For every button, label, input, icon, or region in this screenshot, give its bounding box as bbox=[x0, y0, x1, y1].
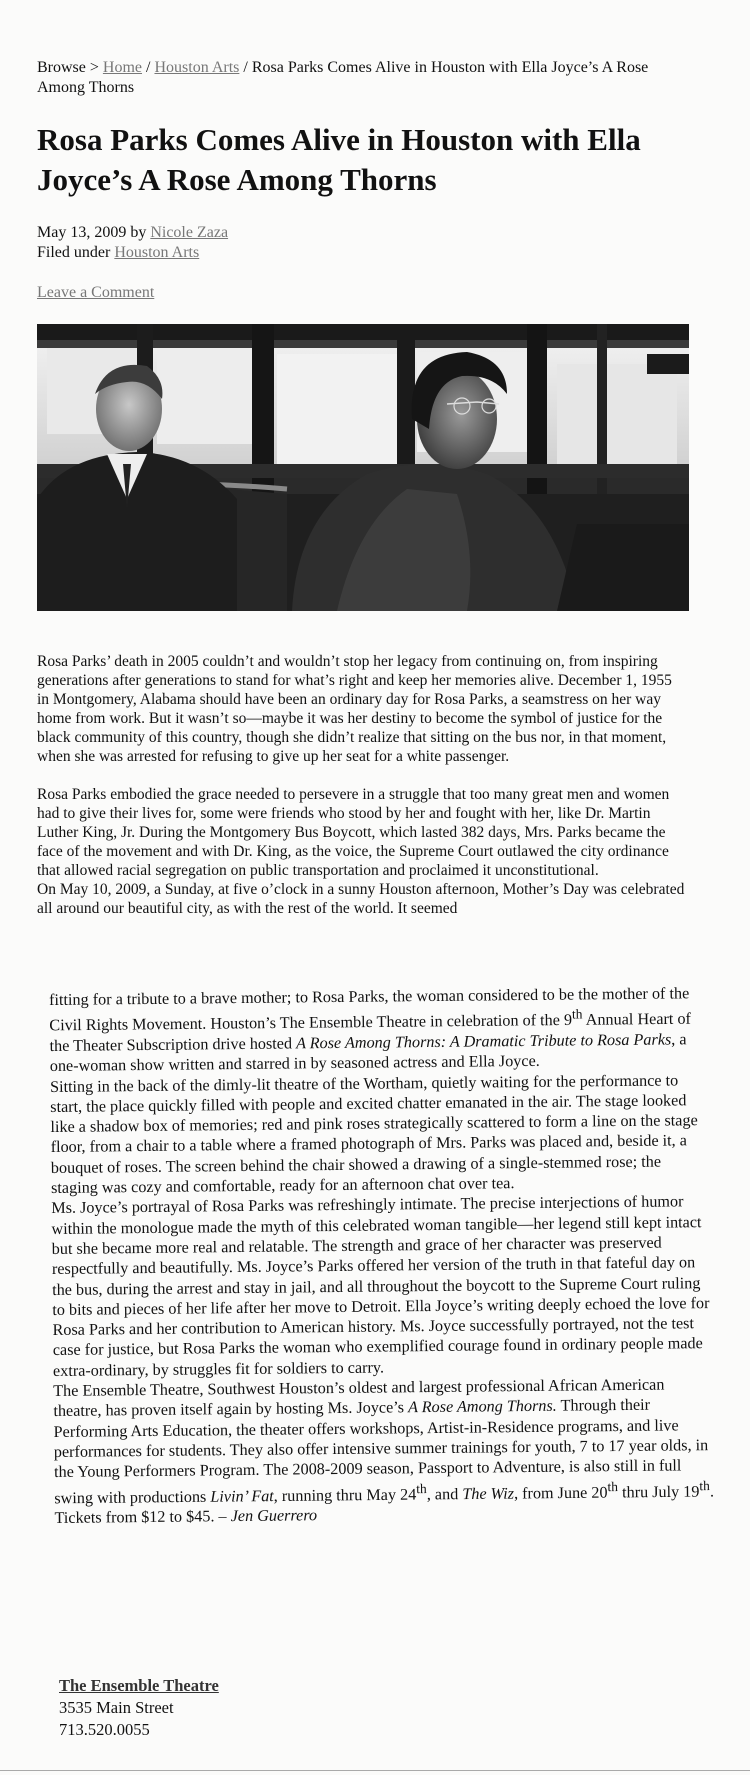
paragraph: On May 10, 2009, a Sunday, at five o’clock in a sunny Houston afternoon, Mother’s Day was celebrated all around our beautiful city, as with the rest of the world. It seemed bbox=[37, 881, 685, 917]
superscript: th bbox=[416, 1480, 427, 1496]
superscript: th bbox=[571, 1006, 583, 1022]
theatre-address bbox=[59, 1675, 219, 1741]
paragraph: Ms. Joyce’s portrayal of Rosa Parks was refreshingly intimate. The precise interjections of humor within the monologue made the myth of this celebrated woman tangible—her legend still kept intact but she became more real and relatable. The strength and grace of her character was preserved respectfully and beautifully. Ms. Joyce’s Parks offered her version of the truth in that fateful day on the bus, during the arrest and stay in jail, and all throughout the boycott to the Supreme Court ruling to bits and pieces of her life after her move to Detroit. Ella Joyce’s writing deeply echoed the love for Rosa Parks and her contribution to American history. Ms. Joyce successfully portrayed, not the test case for justice, but Rosa Parks the woman who exemplified courage found in ordinary people made extra-ordinary, by struggles fit for soldiers to carry. bbox=[51, 1192, 710, 1380]
breadcrumb-separator: / bbox=[142, 59, 155, 76]
text-run: . Tickets from $12 to $45. bbox=[54, 1481, 715, 1528]
show-title: Livin’ Fat bbox=[210, 1486, 274, 1506]
text-run: , a one-woman show written and starred in by seasoned actress and Ella Joyce. bbox=[49, 1030, 687, 1076]
filed-under-label: Filed under bbox=[37, 244, 115, 261]
theatre-name: The Ensemble Theatre bbox=[59, 1676, 219, 1695]
superscript: th bbox=[699, 1477, 710, 1493]
post-category-line bbox=[37, 243, 228, 263]
paragraph: Sitting in the back of the dimly-lit theatre of the Wortham, quietly waiting for the performance to start, the place quickly filled with people and excited chatter emanated in the air. The stage looked like a shadow box of memories; red and pink roses strategically scattered to form a line on the stage floor, from a chair to a table where a framed photograph of Mrs. Parks was placed and, beside it, a bouquet of roses. The screen behind the chair showed a drawing of a single-stemmed rose; the staging was cozy and comfortable, ready for an afternoon chat over tea. bbox=[49, 1070, 698, 1198]
superscript: th bbox=[607, 1478, 619, 1494]
category-link[interactable]: Houston Arts bbox=[114, 244, 200, 261]
post-date: May 13, 2009 by bbox=[37, 224, 151, 241]
show-title: The Wiz bbox=[462, 1484, 515, 1503]
breadcrumb-current: Rosa Parks Comes Alive in Houston with Ella Joyce’s A Rose Among Thorns bbox=[37, 59, 649, 96]
text-run: , running thru May 24 bbox=[273, 1485, 417, 1505]
photo-rosa-parks-on-bus-icon bbox=[37, 324, 689, 611]
theatre-street: 3535 Main Street bbox=[59, 1698, 174, 1717]
article-body-scanned bbox=[49, 983, 715, 1528]
text-run: fitting for a tribute to a brave mother; to Rosa Parks, the woman considered to be the mother of the Civil Rights Movement. Houston’s The Ensemble Theatre in celebration of the 9 bbox=[49, 984, 690, 1035]
page-title: Rosa Parks Comes Alive in Houston with Ella Joyce’s A Rose Among Thorns bbox=[37, 122, 641, 197]
paragraph: Rosa Parks’ death in 2005 couldn’t and wouldn’t stop her legacy from continuing on, from inspiring generations after generations to stand for what’s right and keep her memories alive. December 1, 1955 in Montgomery, Alabama should have been an ordinary day for Rosa Parks, a seamstress on her way home from work. But it wasn’t so—maybe it was her destiny to become the symbol of justice for the black community of this country, though she didn’t realize that sitting on the bus nor, in that moment, when she was arrested for refusing to give up her seat for a white passenger. bbox=[37, 653, 672, 765]
paragraph bbox=[53, 1374, 715, 1528]
paragraph bbox=[49, 983, 710, 1076]
byline: – Jen Guerrero bbox=[218, 1506, 318, 1526]
paragraph: Rosa Parks embodied the grace needed to persevere in a struggle that too many great men and women had to give their lives for, some were friends who stood by her and fought with her, like Dr. Martin Luther King, Jr. During the Montgomery Bus Boycott, which lasted 382 days, Mrs. Parks became the face of the movement and with Dr. King, as the voice, the Supreme Court outlawed the city ordinance that allowed racial segregation on public transportation and proclaimed it unconstitutional. bbox=[37, 786, 670, 879]
text-run: , and bbox=[426, 1484, 463, 1503]
breadcrumb-section-link[interactable]: Houston Arts bbox=[154, 59, 240, 76]
show-title: A Rose Among Thorns. bbox=[408, 1397, 557, 1417]
text-run: The Ensemble Theatre, Southwest Houston’s oldest and largest professional African American theatre, has proven itself again by hosting Ms. Joyce’s bbox=[53, 1375, 665, 1421]
leave-comment-link[interactable]: Leave a Comment bbox=[37, 284, 155, 301]
text-run: , from June 20 bbox=[513, 1483, 608, 1503]
article-body-top bbox=[37, 652, 687, 918]
text-run: Annual Heart of the Theater Subscription drive hosted bbox=[49, 1009, 691, 1055]
show-title: A Rose Among Thorns: A Dramatic Tribute to Rosa Parks bbox=[295, 1030, 672, 1053]
post-date-line bbox=[37, 223, 228, 243]
breadcrumb bbox=[37, 58, 687, 98]
article-photo bbox=[37, 324, 689, 611]
breadcrumb-prefix: Browse > bbox=[37, 59, 103, 76]
text-run: thru July 19 bbox=[617, 1482, 700, 1501]
breadcrumb-home-link[interactable]: Home bbox=[102, 59, 143, 76]
theatre-phone: 713.520.0055 bbox=[59, 1720, 150, 1739]
author-link[interactable]: Nicole Zaza bbox=[150, 224, 229, 241]
post-meta bbox=[37, 223, 228, 263]
text-run: Through their Performing Arts Education, the theater offers workshops, Artist-in-Residence programs, and live performances for students. They also offer intensive summer trainings for youth, 7 to 17 year olds, in the Young Performers Program. The 2008-2009 season, Passport to Adventure, is also still in full swing with productions bbox=[53, 1396, 709, 1507]
scan-edge-divider bbox=[0, 1770, 750, 1771]
breadcrumb-separator: / bbox=[239, 59, 252, 76]
